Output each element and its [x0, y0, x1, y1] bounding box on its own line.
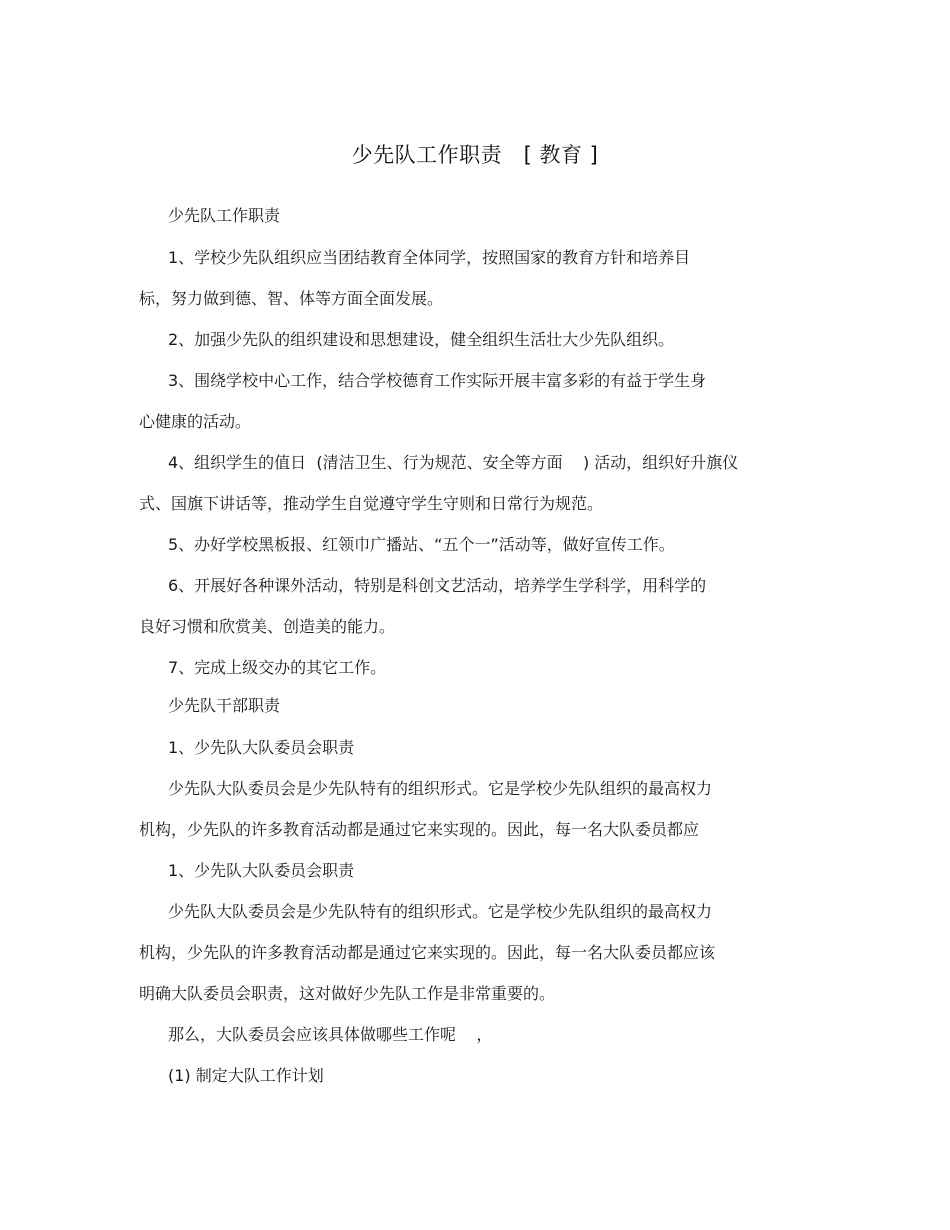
paragraph-line: 7、完成上级交办的其它工作。: [168, 658, 387, 677]
paragraph-line: 机构，少先队的许多教育活动都是通过它来实现的。因此，每一名大队委员都应: [139, 820, 700, 839]
list-item: (1) 制定大队工作计划: [168, 1066, 324, 1085]
subsection-heading: 1、少先队大队委员会职责: [168, 738, 355, 757]
paragraph-line: 6、开展好各种课外活动，特别是科创文艺活动，培养学生学科学，用科学的: [168, 576, 707, 595]
section-heading: 少先队工作职责: [168, 206, 281, 225]
paragraph-line: 心健康的活动。: [139, 412, 252, 431]
paragraph-line: 标，努力做到德、智、体等方面全面发展。: [139, 289, 444, 308]
paragraph-line: 机构，少先队的许多教育活动都是通过它来实现的。因此，每一名大队委员都应该: [139, 943, 716, 962]
paragraph-line: 少先队大队委员会是少先队特有的组织形式。它是学校少先队组织的最高权力: [168, 902, 713, 921]
section-heading: 少先队干部职责: [168, 696, 281, 715]
paragraph-line: 5、办好学校黑板报、红领巾广播站、“五个一”活动等，做好宣传工作。: [168, 535, 675, 554]
paragraph-line: 那么，大队委员会应该具体做哪些工作呢 ，: [168, 1025, 493, 1044]
paragraph-line: 式、国旗下讲话等，推动学生自觉遵守学生守则和日常行为规范。: [139, 494, 604, 513]
document-title: 少先队工作职责 [ 教育 ]: [351, 143, 599, 167]
paragraph-line: 2、加强少先队的组织建设和思想建设，健全组织生活壮大少先队组织。: [168, 330, 675, 349]
paragraph-line: 4、组织学生的值日 (清洁卫生、行为规范、安全等方面 ) 活动，组织好升旗仪: [168, 453, 739, 472]
subsection-heading: 1、少先队大队委员会职责: [168, 861, 355, 880]
paragraph-line: 良好习惯和欣赏美、创造美的能力。: [139, 617, 396, 636]
paragraph-line: 少先队大队委员会是少先队特有的组织形式。它是学校少先队组织的最高权力: [168, 779, 713, 798]
paragraph-line: 1、学校少先队组织应当团结教育全体同学，按照国家的教育方针和培养目: [168, 248, 691, 267]
paragraph-line: 3、围绕学校中心工作，结合学校德育工作实际开展丰富多彩的有益于学生身: [168, 371, 707, 390]
paragraph-line: 明确大队委员会职责，这对做好少先队工作是非常重要的。: [139, 984, 556, 1003]
